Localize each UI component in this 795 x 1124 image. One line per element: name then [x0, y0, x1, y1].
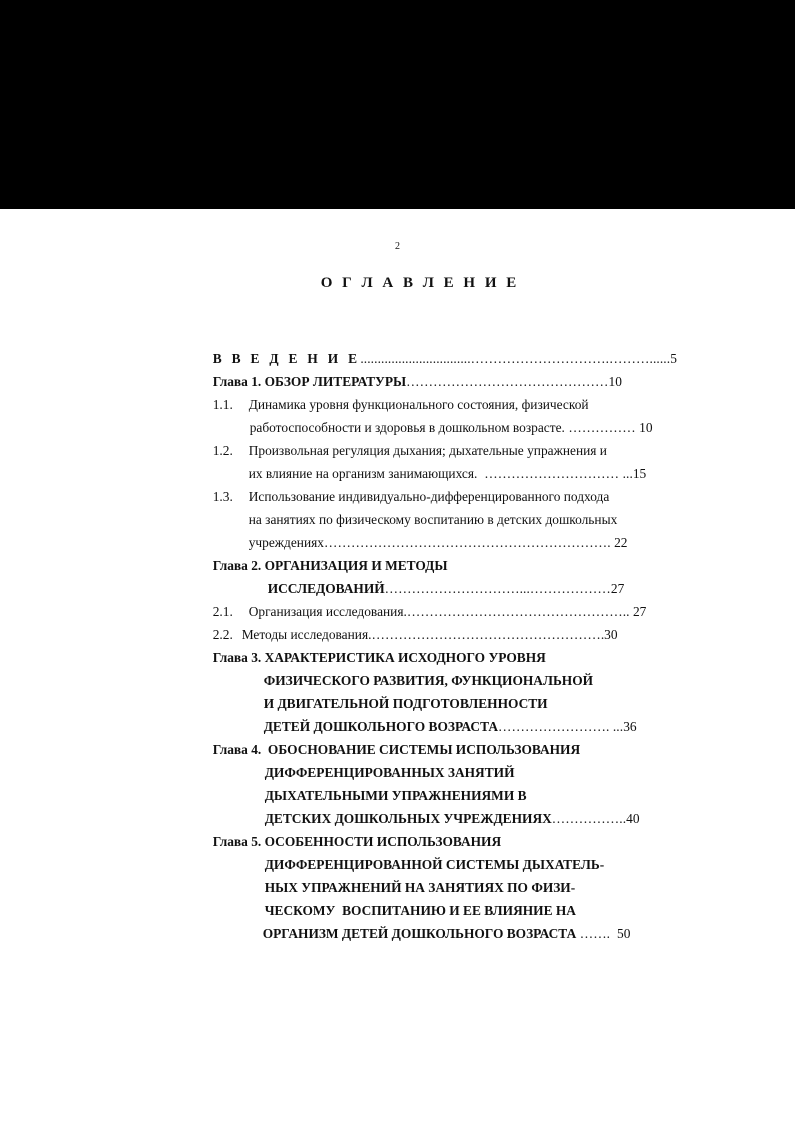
toc-entry-chapter-3-continued[interactable] — [257, 674, 548, 711]
toc-entry-text: Использование индивидуально-дифференцированного подхода — [248, 489, 610, 504]
toc-entry-chapter-1[interactable] — [206, 352, 622, 389]
toc-entry-text: Глава 5. ОСОБЕННОСТИ ИСПОЛЬЗОВАНИЯ — [212, 834, 502, 849]
toc-entry-text: ДЕТСКИХ ДОШКОЛЬНЫХ УЧРЕЖДЕНИЯХ — [264, 811, 552, 826]
toc-entry-section-1-2[interactable] — [206, 421, 607, 458]
toc-leader-dots: ……. — [576, 926, 618, 941]
toc-entry-chapter-4[interactable] — [206, 720, 581, 757]
toc-leader-dots: ……………………………………… — [406, 374, 609, 389]
page-number: 2 — [395, 241, 400, 252]
toc-entry-chapter-4-continued[interactable] — [258, 789, 640, 826]
toc-entry-text: Динамика уровня функционального состояния, физической — [248, 397, 589, 412]
toc-entry-text: на занятиях по физическому воспитанию в детских дошкольных — [248, 512, 618, 527]
toc-entry-section-1-1[interactable] — [206, 375, 589, 412]
toc-entry-section-1-3-continued[interactable] — [242, 513, 628, 550]
toc-page-number: 10 — [635, 420, 653, 435]
toc-entry-chapter-2[interactable] — [206, 536, 448, 573]
toc-leader-dots: ................................………………………….………...... — [360, 351, 671, 366]
toc-leader-dots: …………… — [564, 420, 636, 435]
toc-entry-text: ФИЗИЧЕСКОГО РАЗВИТИЯ, ФУНКЦИОНАЛЬНОЙ — [263, 673, 594, 688]
toc-page-number: .30 — [600, 627, 618, 642]
toc-entry-text: Произвольная регуляция дыхания; дыхательные упражнения и — [248, 443, 607, 458]
toc-entry-text: ДЕТЕЙ ДОШКОЛЬНОГО ВОЗРАСТА — [263, 719, 499, 734]
toc-section-number: 1.3. — [212, 489, 233, 504]
toc-page-number: 10 — [608, 374, 622, 389]
toc-entry-text: ДИФФЕРЕНЦИРОВАННОЙ СИСТЕМЫ ДЫХАТЕЛЬ- — [264, 857, 605, 872]
toc-entry-chapter-4-continued[interactable] — [258, 743, 515, 780]
toc-leader-dots: ………………………………………………………. — [323, 535, 611, 550]
toc-entry-text: НЫХ УПРАЖНЕНИЙ НА ЗАНЯТИЯХ ПО ФИЗИ- — [264, 880, 576, 895]
toc-entry-section-2-2[interactable] — [206, 605, 618, 642]
toc-entry-chapter-2-continued[interactable] — [261, 559, 625, 596]
toc-entry-section-1-1-continued[interactable] — [243, 398, 653, 435]
toc-section-number: 2.1. — [212, 604, 233, 619]
toc-leader-dots: …………………………………………… — [371, 627, 601, 642]
toc-entry-chapter-5-continued[interactable] — [256, 904, 631, 941]
toc-page-number: 27 — [610, 581, 625, 596]
toc-page-number: 50 — [617, 926, 631, 941]
toc-entry-text: И ДВИГАТЕЛЬНОЙ ПОДГОТОВЛЕННОСТИ — [263, 696, 548, 711]
toc-section-number: 1.2. — [212, 443, 233, 458]
toc-page-number: 27 — [629, 604, 647, 619]
toc-entry-chapter-5-continued[interactable] — [258, 858, 576, 895]
toc-entry-text: Глава 3. ХАРАКТЕРИСТИКА ИСХОДНОГО УРОВНЯ — [212, 650, 546, 665]
toc-entry-text: учреждениях — [248, 535, 324, 550]
toc-entry-text: ОРГАНИЗМ ДЕТЕЙ ДОШКОЛЬНОГО ВОЗРАСТА — [262, 926, 577, 941]
toc-entry-text: ДЫХАТЕЛЬНЫМИ УПРАЖНЕНИЯМИ В — [264, 788, 527, 803]
toc-entry-text: Методы исследования. — [241, 627, 372, 642]
toc-page-number: 22 — [610, 535, 628, 550]
toc-entry-section-2-1[interactable] — [206, 582, 647, 619]
toc-entry-chapter-3-continued[interactable] — [257, 697, 637, 734]
toc-entry-text: ДИФФЕРЕНЦИРОВАННЫХ ЗАНЯТИЙ — [264, 765, 515, 780]
toc-entry-chapter-3[interactable] — [206, 628, 546, 665]
toc-leader-dots: ………………………… .. — [477, 466, 630, 481]
toc-page-number: 40 — [626, 811, 640, 826]
toc-entry-text: В В Е Д Е Н И Е — [212, 351, 361, 366]
toc-entry-introduction[interactable] — [206, 329, 677, 366]
toc-entry-chapter-4-continued[interactable] — [258, 766, 527, 803]
toc-entry-text: Организация исследования. — [248, 604, 407, 619]
toc-page-number: 36 — [623, 719, 637, 734]
toc-section-number: 2.2. — [212, 627, 233, 642]
toc-entry-section-1-3[interactable] — [206, 467, 610, 504]
toc-leader-dots: ……………………. ... — [498, 719, 624, 734]
toc-entry-section-1-3-continued[interactable] — [242, 490, 618, 527]
toc-leader-dots: ………………………………………….. — [406, 604, 630, 619]
toc-entry-text: ЧЕСКОМУ ВОСПИТАНИЮ И ЕЕ ВЛИЯНИЕ НА — [264, 903, 576, 918]
toc-entry-chapter-5[interactable] — [206, 812, 502, 849]
toc-entry-text: Глава 2. ОРГАНИЗАЦИЯ И МЕТОДЫ — [212, 558, 448, 573]
toc-title: О Г Л А В Л Е Н И Е — [320, 275, 520, 291]
toc-entry-text: Глава 1. ОБЗОР ЛИТЕРАТУРЫ — [212, 374, 407, 389]
toc-entry-text: их влияние на организм занимающихся. — [248, 466, 478, 481]
toc-leader-dots: …………………………...……………… — [384, 581, 611, 596]
toc-entry-text: работоспособности и здоровья в дошкольном возрасте. — [249, 420, 565, 435]
toc-entry-section-1-2-continued[interactable] — [242, 444, 647, 481]
toc-entry-chapter-3-continued[interactable] — [257, 651, 594, 688]
toc-entry-chapter-5-continued[interactable] — [258, 835, 605, 872]
toc-entry-text: Глава 4. ОБОСНОВАНИЕ СИСТЕМЫ ИСПОЛЬЗОВАНИЯ — [212, 742, 581, 757]
scan-top-border — [0, 0, 795, 209]
toc-section-number: 1.1. — [212, 397, 233, 412]
toc-entry-chapter-5-continued[interactable] — [258, 881, 576, 918]
toc-page-number: 5 — [670, 351, 677, 366]
toc-page-number: .15 — [629, 466, 647, 481]
toc-entry-text: ИССЛЕДОВАНИЙ — [267, 581, 385, 596]
toc-leader-dots: …………….. — [551, 811, 627, 826]
